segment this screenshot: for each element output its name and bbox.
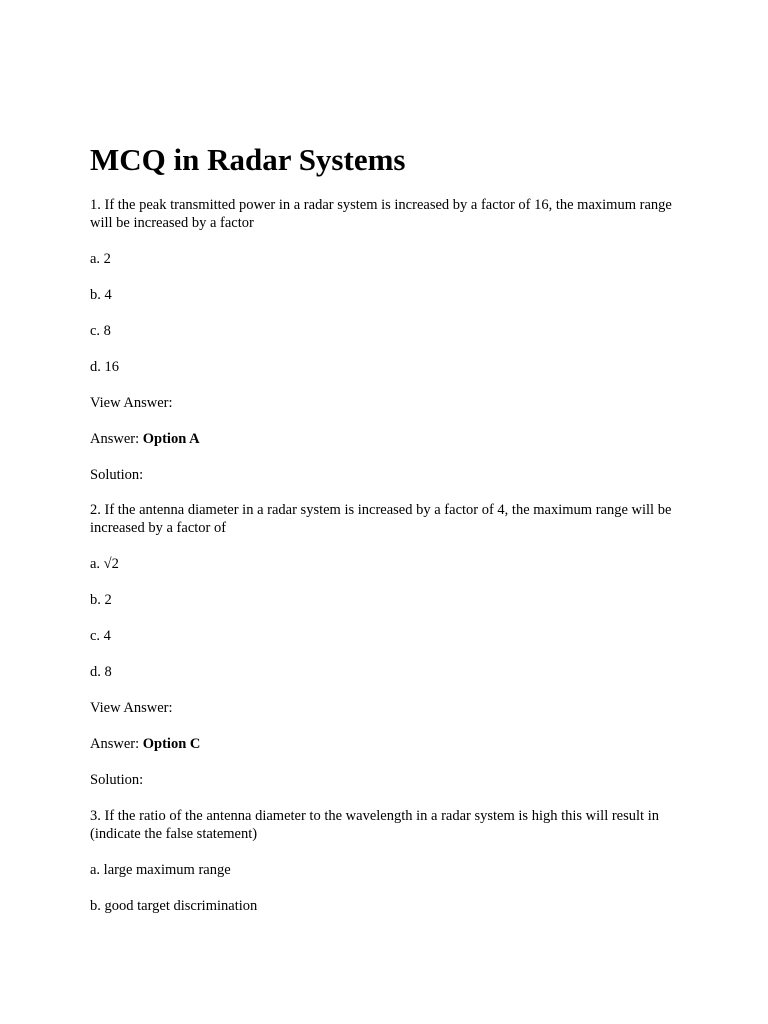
- question-2-option-a: a. √2: [90, 556, 119, 572]
- answer-label: Answer:: [90, 431, 143, 447]
- question-2-option-c: c. 4: [90, 628, 111, 644]
- question-1-view-answer[interactable]: View Answer:: [90, 395, 173, 411]
- question-1-option-c: c. 8: [90, 323, 111, 339]
- question-1-option-b: b. 4: [90, 287, 112, 303]
- question-3-option-b: b. good target discrimination: [90, 898, 258, 914]
- question-1-solution: Solution:: [90, 467, 144, 483]
- answer-value: Option A: [142, 431, 200, 447]
- question-2-view-answer[interactable]: View Answer:: [90, 700, 173, 716]
- question-2-solution: Solution:: [90, 772, 144, 788]
- question-1-answer: [90, 430, 200, 448]
- question-2-stem: 2. If the antenna diameter in a radar system is increased by a factor of 4, the maximum range will be increased by a factor of: [90, 502, 672, 536]
- question-2-option-d: d. 8: [90, 664, 112, 680]
- question-2-option-b: b. 2: [90, 592, 112, 608]
- answer-label: Answer:: [90, 736, 143, 752]
- question-1-stem: 1. If the peak transmitted power in a radar system is increased by a factor of 16, the maximum range will be increased by a factor: [90, 197, 672, 231]
- question-3-option-a: a. large maximum range: [90, 862, 231, 878]
- question-1-option-d: d. 16: [90, 359, 119, 375]
- question-2-answer: [90, 735, 200, 753]
- page-title: MCQ in Radar Systems: [90, 142, 406, 177]
- question-3-stem: 3. If the ratio of the antenna diameter to the wavelength in a radar system is high this will result in (indicate the false statement): [90, 808, 659, 842]
- answer-value: Option C: [142, 736, 201, 752]
- question-1-option-a: a. 2: [90, 251, 111, 267]
